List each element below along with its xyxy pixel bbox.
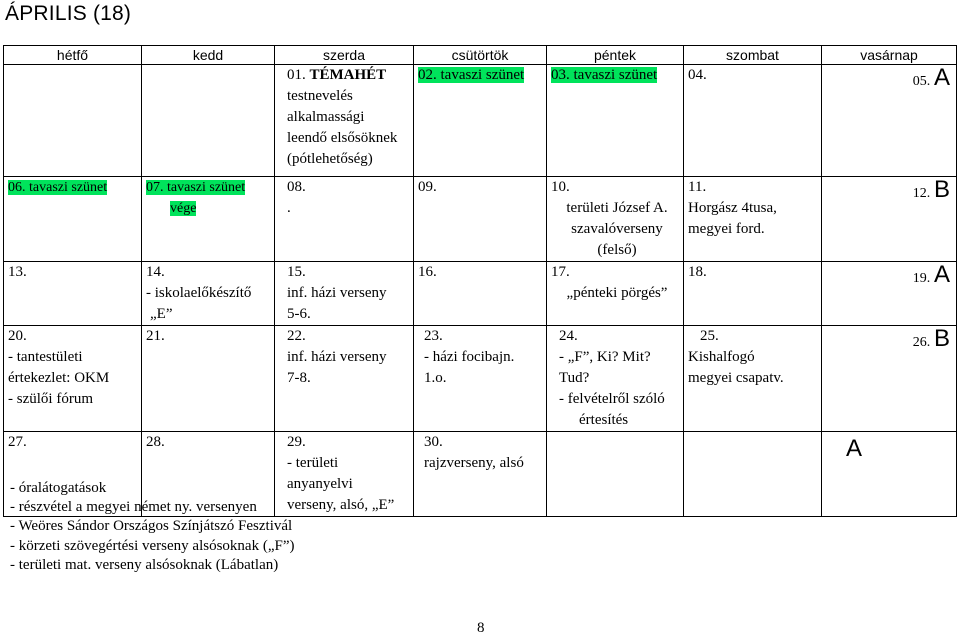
note-item: - óralátogatások: [10, 480, 107, 496]
day-cell-17: [547, 262, 684, 326]
day-number: 30.: [424, 434, 443, 450]
day-number: 20.: [8, 328, 27, 344]
note-item: - Weöres Sándor Országos Színjátszó Fesztivál: [10, 518, 293, 535]
day-cell-06: [4, 177, 142, 262]
day-number: 08.: [287, 179, 306, 195]
day-number: 15.: [287, 264, 306, 280]
week-row-2: [4, 177, 957, 262]
day-number: 14.: [146, 264, 165, 280]
day-number: 11.: [688, 179, 707, 195]
day-cell-07: [142, 177, 275, 262]
event-line: .: [287, 200, 291, 216]
day-number: 10.: [551, 179, 570, 195]
event-line: (pótlehetőség): [287, 151, 373, 167]
day-cell-29: [275, 432, 414, 517]
header-tuesday: kedd: [142, 46, 275, 65]
header-friday: péntek: [547, 46, 684, 65]
day-cell-26: [822, 326, 957, 432]
week-type-letter: A: [933, 261, 950, 288]
event-line: 7-8.: [287, 370, 311, 386]
header-saturday: szombat: [684, 46, 822, 65]
day-cell-14: [142, 262, 275, 326]
day-cell-15: [275, 262, 414, 326]
holiday-highlight: 03. tavaszi szünet: [551, 67, 658, 83]
event-line: inf. házi verseny: [287, 349, 387, 365]
event-line: értekezlet: OKM: [8, 370, 110, 386]
day-cell-22: [275, 326, 414, 432]
week-type-letter: B: [933, 325, 950, 352]
day-number: 05.: [912, 74, 931, 89]
day-cell-16: [414, 262, 547, 326]
event-line: megyei csapatv.: [688, 370, 784, 386]
day-cell-13: [4, 262, 142, 326]
day-cell-01: [275, 65, 414, 177]
day-cell-empty: [547, 432, 684, 517]
day-cell-03: [547, 65, 684, 177]
day-cell-19: [822, 262, 957, 326]
day-number: 24.: [559, 328, 578, 344]
holiday-highlight: 07. tavaszi szünet: [146, 180, 246, 195]
event-line: testnevelés: [287, 88, 353, 104]
day-cell-30: [414, 432, 547, 517]
day-cell-24: [547, 326, 684, 432]
day-number: 18.: [688, 264, 707, 280]
event-line: értesítés: [579, 412, 629, 428]
day-cell-12: [822, 177, 957, 262]
day-cell-empty: [684, 432, 822, 517]
event-line: - „F”, Ki? Mit?: [559, 349, 651, 365]
week-row-4: [4, 326, 957, 432]
day-number: 23.: [424, 328, 443, 344]
event-line: - szülői fórum: [8, 391, 93, 407]
event-line: 1.o.: [424, 370, 447, 386]
day-cell-25: [684, 326, 822, 432]
week-row-1: [4, 65, 957, 177]
day-cell-21: [142, 326, 275, 432]
theme-week-label: TÉMAHÉT: [309, 67, 387, 83]
event-line: - felvételről szóló: [559, 391, 665, 407]
header-sunday: vasárnap: [822, 46, 957, 65]
page-number: 8: [477, 620, 485, 636]
day-number: 26.: [912, 335, 931, 350]
event-line: területi József A.: [566, 200, 668, 216]
event-line: 5-6.: [287, 306, 311, 322]
holiday-highlight: 02. tavaszi szünet: [418, 67, 525, 83]
header-wednesday: szerda: [275, 46, 414, 65]
day-number: 19.: [912, 271, 931, 286]
event-line: inf. házi verseny: [287, 285, 387, 301]
event-line: alkalmassági: [287, 109, 365, 125]
day-cell-empty: [4, 65, 142, 177]
page-title: ÁPRILIS (18): [5, 2, 132, 25]
day-cell-02: [414, 65, 547, 177]
event-line: - iskolaelőkészítő: [146, 285, 252, 301]
day-number: 13.: [8, 264, 27, 280]
header-monday: hétfő: [4, 46, 142, 65]
april-calendar-table: [3, 45, 957, 517]
monthly-notes-list: [10, 479, 294, 575]
day-number: 21.: [146, 328, 165, 344]
event-line: megyei ford.: [688, 221, 765, 237]
day-number: 28.: [146, 434, 165, 450]
note-item: - részvétel a megyei német ny. versenyen: [10, 499, 257, 516]
event-line: verseny, alsó, „E”: [287, 497, 395, 513]
event-line: „pénteki pörgés”: [566, 285, 668, 301]
day-number: 04.: [688, 67, 707, 83]
event-line: rajzverseny, alsó: [424, 455, 524, 471]
day-number: 01.: [287, 67, 310, 83]
day-cell-18: [684, 262, 822, 326]
day-number: 22.: [287, 328, 306, 344]
event-line: anyanyelvi: [287, 476, 353, 492]
holiday-highlight: 06. tavaszi szünet: [8, 180, 108, 195]
day-number: 12.: [912, 186, 931, 201]
day-cell-11: [684, 177, 822, 262]
week-row-3: [4, 262, 957, 326]
week-type-letter: A: [933, 64, 950, 91]
weekday-header-row: [4, 46, 957, 65]
day-number: 17.: [551, 264, 570, 280]
event-line: - területi: [287, 455, 339, 471]
note-item: - területi mat. verseny alsósoknak (Lábatlan): [10, 556, 279, 573]
event-line: (felső): [597, 242, 637, 258]
day-cell-23: [414, 326, 547, 432]
day-cell-10: [547, 177, 684, 262]
header-thursday: csütörtök: [414, 46, 547, 65]
day-cell-20: [4, 326, 142, 432]
event-line: „E”: [150, 306, 173, 322]
event-line: leendő elsősöknek: [287, 130, 398, 146]
event-line: - házi focibajn.: [424, 349, 515, 365]
day-cell-09: [414, 177, 547, 262]
week-type-letter: B: [933, 176, 950, 203]
day-cell-empty: [822, 432, 957, 517]
day-cell-05: [822, 65, 957, 177]
event-line: Kishalfogó: [688, 349, 755, 365]
day-cell-empty: [142, 65, 275, 177]
day-number: 16.: [418, 264, 437, 280]
event-line: Horgász 4tusa,: [688, 200, 777, 216]
day-cell-04: [684, 65, 822, 177]
event-line: - tantestületi: [8, 349, 83, 365]
week-type-letter: A: [846, 435, 863, 462]
event-line: Tud?: [559, 370, 590, 386]
day-cell-08: [275, 177, 414, 262]
event-line: szavalóverseny: [571, 221, 663, 237]
holiday-highlight: vége: [170, 201, 197, 216]
day-number: 09.: [418, 179, 437, 195]
day-number: 25.: [700, 328, 719, 344]
day-number: 29.: [287, 434, 306, 450]
note-item: - körzeti szövegértési verseny alsósoknak („F”): [10, 537, 295, 554]
day-number: 27.: [8, 434, 27, 450]
